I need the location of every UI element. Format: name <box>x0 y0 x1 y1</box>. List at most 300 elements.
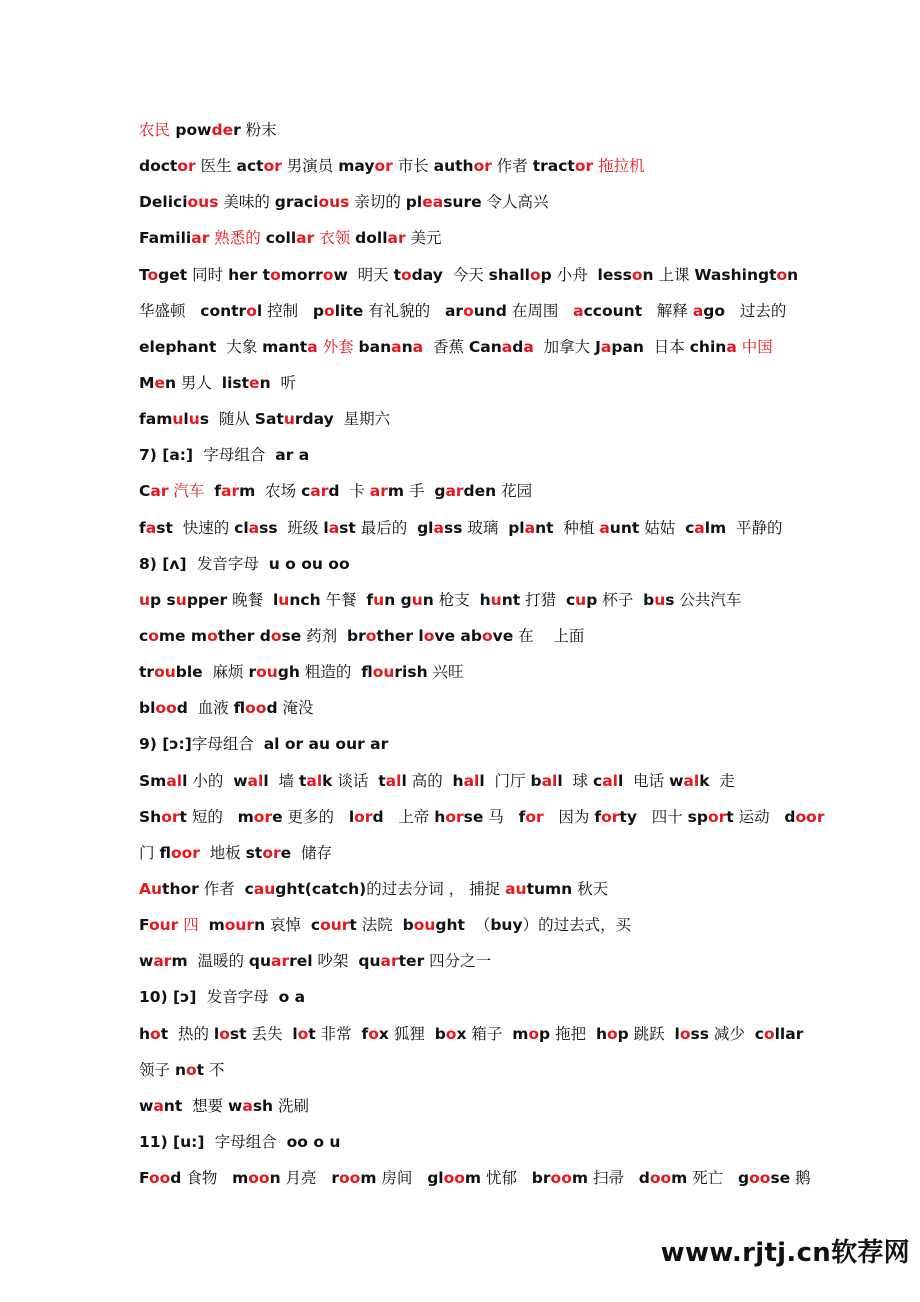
text-segment: t <box>726 807 734 826</box>
text-segment: act <box>236 157 264 176</box>
text-segment: w <box>669 771 684 790</box>
text-segment: f <box>214 482 222 501</box>
text-segment: ar <box>444 301 464 320</box>
text-segment: 10) [ɔ] <box>139 988 202 1007</box>
chinese-gloss: 因为 <box>543 807 595 826</box>
text-line <box>139 582 799 618</box>
chinese-gloss: 鹅 <box>790 1169 811 1188</box>
text-segment: k <box>322 771 333 790</box>
highlighted-text: a <box>412 337 424 356</box>
chinese-gloss: 四十 <box>636 807 688 826</box>
text-segment: her <box>228 265 263 284</box>
text-segment: e <box>272 807 283 826</box>
text-segment: f <box>366 590 374 609</box>
chinese-gloss: 上帝 <box>383 807 435 826</box>
text-segment: n <box>164 373 176 392</box>
text-segment: den <box>463 482 497 501</box>
highlighted-text: a <box>573 301 584 320</box>
highlighted-text: ar <box>271 952 290 971</box>
chinese-gloss: 手 <box>404 482 435 501</box>
text-segment: m <box>208 916 225 935</box>
text-segment: g <box>738 1169 750 1188</box>
chinese-gloss: 非常 <box>315 1024 362 1043</box>
highlighted-text: al <box>306 771 323 790</box>
text-segment: coll <box>265 229 297 248</box>
chinese-gloss: 箱子 <box>466 1024 513 1043</box>
text-segment: p <box>312 301 325 320</box>
text-segment: ss <box>259 518 278 537</box>
highlighted-text: o <box>776 265 788 284</box>
chinese-gloss: 控制 <box>262 301 313 320</box>
highlighted-text: o <box>324 301 335 320</box>
text-segment: g <box>395 590 412 609</box>
highlighted-text: al <box>602 771 618 790</box>
chinese-gloss: 午餐 <box>320 590 367 609</box>
text-segment: b <box>530 771 542 790</box>
text-segment: l <box>617 771 624 790</box>
text-line <box>139 907 799 943</box>
highlighted-text: o <box>401 265 412 284</box>
text-segment: llar <box>774 1024 804 1043</box>
text-segment: se <box>463 807 484 826</box>
text-segment: c <box>685 518 695 537</box>
text-segment: g <box>434 482 446 501</box>
highlighted-text: or <box>262 843 281 862</box>
text-segment: se <box>770 1169 791 1188</box>
text-line <box>139 510 799 546</box>
chinese-gloss: 大象 <box>216 337 263 356</box>
chinese-gloss: 哀悼 <box>265 916 311 935</box>
chinese-gloss: 公共汽车 <box>674 590 742 609</box>
chinese-gloss: 星期六 <box>333 410 391 429</box>
text-line <box>139 546 799 582</box>
text-segment: ar a <box>275 446 310 465</box>
chinese-gloss: 上课 <box>653 265 695 284</box>
chinese-gloss: 死亡 <box>687 1169 739 1188</box>
highlighted-text: al <box>541 771 558 790</box>
text-segment: l <box>263 771 269 790</box>
text-segment: l <box>674 1024 680 1043</box>
highlighted-text: oo <box>749 1169 771 1188</box>
text-segment: doll <box>355 229 388 248</box>
highlighted-text: or <box>707 807 727 826</box>
text-segment: contr <box>200 301 247 320</box>
text-segment: n <box>642 265 654 284</box>
highlighted-text: a <box>433 518 444 537</box>
text-segment: l <box>256 301 263 320</box>
text-line <box>139 293 799 329</box>
text-segment: ther d <box>217 626 271 645</box>
highlighted-text: u <box>139 590 151 609</box>
text-segment: t <box>349 916 357 935</box>
highlighted-text: 四 <box>178 916 209 935</box>
text-segment: tumn <box>526 879 573 898</box>
highlighted-text: ar <box>191 229 210 248</box>
highlighted-text: a <box>242 1096 253 1115</box>
text-segment: m <box>671 1169 688 1188</box>
highlighted-text: de <box>211 121 234 139</box>
text-segment: fl <box>159 843 171 862</box>
highlighted-text: u <box>575 590 587 609</box>
text-segment: d <box>266 699 278 718</box>
text-segment: h <box>595 1024 607 1043</box>
chinese-gloss: 想要 <box>182 1096 229 1115</box>
text-segment: n <box>422 590 434 609</box>
highlighted-text: ous <box>187 193 219 212</box>
highlighted-text: ea <box>422 193 444 212</box>
highlighted-text: o <box>219 1024 230 1043</box>
highlighted-text: or <box>473 157 492 176</box>
text-segment: n <box>787 265 799 284</box>
highlighted-text: o <box>270 626 282 645</box>
text-segment: n <box>259 373 271 392</box>
text-segment: list <box>221 373 250 392</box>
text-segment: c <box>301 482 311 501</box>
text-segment: nch <box>289 590 321 609</box>
text-segment: w <box>228 1096 243 1115</box>
highlighted-text: a <box>726 337 737 356</box>
chinese-gloss: 法院 <box>356 916 403 935</box>
highlighted-text: a <box>692 301 704 320</box>
highlighted-text: oor <box>170 843 200 862</box>
text-segment: b <box>643 590 655 609</box>
highlighted-text: or <box>525 807 544 826</box>
highlighted-text: u <box>411 590 423 609</box>
highlighted-text: our <box>320 916 350 935</box>
text-segment: ght <box>435 916 465 935</box>
text-segment: u o ou oo <box>268 554 350 573</box>
highlighted-text: o <box>246 301 257 320</box>
chinese-gloss: 医生 <box>195 157 237 176</box>
chinese-gloss: 四分之一 <box>424 952 492 971</box>
text-segment: r <box>233 121 241 139</box>
highlighted-text: a <box>248 518 260 537</box>
highlighted-text: 衣领 <box>314 229 356 248</box>
highlighted-text: or <box>374 157 393 176</box>
text-segment: w <box>233 771 248 790</box>
highlighted-text: al <box>166 771 183 790</box>
text-segment: 7) [a:] <box>139 446 199 465</box>
text-segment: ccount <box>583 301 643 320</box>
highlighted-text: o <box>423 626 435 645</box>
chinese-gloss: 玻璃 <box>462 518 509 537</box>
chinese-gloss: 粉末 <box>240 121 277 139</box>
highlighted-text: ar <box>221 482 240 501</box>
text-segment: m <box>571 1169 589 1188</box>
text-line <box>139 184 799 220</box>
text-segment: gl <box>427 1169 444 1188</box>
chinese-gloss: 姑姑 <box>639 518 686 537</box>
chinese-gloss: 亲切的 <box>349 193 406 212</box>
text-segment: ther l <box>376 626 424 645</box>
highlighted-text: or <box>263 157 282 176</box>
chinese-gloss: 种植 <box>553 518 600 537</box>
highlighted-text: ar <box>387 229 406 248</box>
chinese-gloss: 在周围 <box>506 301 574 320</box>
text-segment: d <box>784 807 796 826</box>
text-segment: d <box>170 1169 182 1188</box>
highlighted-text: ar <box>150 482 169 501</box>
text-segment: 11) [u:] <box>139 1132 210 1151</box>
text-segment: und <box>473 301 507 320</box>
chinese-gloss: 作者 <box>491 157 533 176</box>
text-segment: l <box>213 1024 220 1043</box>
chinese-gloss: 吵架 <box>312 952 359 971</box>
text-segment: gl <box>417 518 434 537</box>
text-segment: qu <box>358 952 381 971</box>
text-segment: tract <box>532 157 575 176</box>
highlighted-text: o <box>148 626 159 645</box>
text-segment: Sh <box>139 807 162 826</box>
chinese-gloss: 明天 <box>347 265 394 284</box>
text-segment: p <box>150 590 162 609</box>
chinese-gloss: 领子 <box>139 1060 175 1079</box>
chinese-gloss: 食物 <box>181 1169 233 1188</box>
text-segment: b <box>434 1024 446 1043</box>
text-segment: ve <box>492 626 514 645</box>
text-segment: m <box>387 482 405 501</box>
highlighted-text: ous <box>318 193 350 212</box>
text-segment: l <box>479 771 485 790</box>
text-segment: e <box>280 843 292 862</box>
highlighted-text: u <box>175 590 187 609</box>
highlighted-text: a <box>599 518 610 537</box>
chinese-gloss: 随从 <box>209 410 255 429</box>
text-segment: h <box>139 1024 151 1043</box>
text-segment: l <box>557 771 563 790</box>
text-segment: auth <box>433 157 474 176</box>
chinese-gloss: 令人高兴 <box>481 193 549 212</box>
text-segment: c <box>139 626 149 645</box>
text-segment: thor <box>162 879 199 898</box>
chinese-gloss: 热的 <box>168 1024 214 1043</box>
chinese-gloss: 日本 <box>643 337 690 356</box>
highlighted-text: a <box>501 337 513 356</box>
chinese-gloss: 更多的 <box>282 807 349 826</box>
text-segment: d <box>372 807 384 826</box>
chinese-gloss: 男演员 <box>281 157 339 176</box>
highlighted-text: a <box>523 337 534 356</box>
text-line <box>139 473 799 509</box>
chinese-gloss: 电话 <box>623 771 670 790</box>
text-line <box>139 112 799 148</box>
text-segment: f <box>139 518 146 537</box>
text-segment: m <box>232 1169 249 1188</box>
highlighted-text: ar <box>369 482 388 501</box>
text-line <box>139 220 799 256</box>
text-line <box>139 654 799 690</box>
text-segment: me m <box>158 626 208 645</box>
text-segment: se <box>281 626 302 645</box>
highlighted-text: o <box>322 265 334 284</box>
text-segment: t <box>308 1024 316 1043</box>
text-segment: l <box>401 771 407 790</box>
text-segment: o a <box>278 988 306 1007</box>
highlighted-text: o <box>147 265 159 284</box>
chinese-gloss: 美味的 <box>218 193 275 212</box>
text-segment: d <box>176 699 188 718</box>
text-segment: Washingt <box>694 265 777 284</box>
highlighted-text: ar <box>153 952 172 971</box>
highlighted-text: or <box>354 807 373 826</box>
text-line <box>139 437 799 473</box>
text-segment: n <box>174 1060 186 1079</box>
highlighted-text: oor <box>795 807 825 826</box>
highlighted-text: a <box>145 518 157 537</box>
text-segment: sp <box>687 807 708 826</box>
text-segment: f <box>518 807 526 826</box>
highlighted-text: ar <box>380 952 399 971</box>
text-segment: ve ab <box>434 626 482 645</box>
chinese-gloss: 洗刷 <box>273 1096 310 1115</box>
chinese-gloss: 拖把 <box>550 1024 596 1043</box>
text-line <box>139 148 799 184</box>
chinese-gloss: 市长 <box>392 157 434 176</box>
text-line <box>139 690 799 726</box>
chinese-gloss: 过去的 <box>725 301 787 320</box>
chinese-gloss: 月亮 <box>280 1169 332 1188</box>
text-segment: doct <box>139 157 178 176</box>
chinese-gloss: 谈话 <box>332 771 379 790</box>
text-segment: mant <box>262 337 308 356</box>
text-segment: sure <box>443 193 482 212</box>
highlighted-text: a <box>153 1096 164 1115</box>
text-segment: rday <box>294 410 334 429</box>
chinese-gloss: 华盛顿 <box>139 301 201 320</box>
text-segment: go <box>703 301 726 320</box>
text-segment: 9) [ɔ:] <box>139 735 192 754</box>
text-segment: br <box>347 626 366 645</box>
highlighted-text: o <box>528 1024 540 1043</box>
chinese-gloss: 加拿大 <box>533 337 596 356</box>
text-segment: st <box>339 518 356 537</box>
highlighted-text: o <box>297 1024 309 1043</box>
highlighted-text: ou <box>372 663 395 682</box>
chinese-gloss: 小的 <box>187 771 234 790</box>
text-line <box>139 979 799 1015</box>
chinese-gloss: 储存 <box>291 843 332 862</box>
highlighted-text: a <box>694 518 705 537</box>
chinese-gloss: 血液 <box>187 699 234 718</box>
chinese-gloss: 平静的 <box>726 518 783 537</box>
text-segment: s <box>199 410 210 429</box>
text-segment: t <box>298 771 307 790</box>
text-segment: qu <box>248 952 272 971</box>
chinese-gloss: 解释 <box>642 301 693 320</box>
text-segment: l <box>323 518 329 537</box>
highlighted-text: o <box>270 265 281 284</box>
chinese-gloss: 花园 <box>496 482 533 501</box>
chinese-gloss: 粗造的 <box>299 663 362 682</box>
highlighted-text: 中国 <box>736 337 773 356</box>
text-segment: br <box>531 1169 551 1188</box>
text-segment: t <box>179 807 187 826</box>
chinese-gloss: 丢失 <box>246 1024 293 1043</box>
chinese-gloss: 兴旺 <box>427 663 464 682</box>
highlighted-text: oo <box>443 1169 465 1188</box>
chinese-gloss: 今天 <box>442 265 489 284</box>
highlighted-text: e <box>249 373 260 392</box>
text-segment: s <box>161 590 176 609</box>
highlighted-text: o <box>368 1024 379 1043</box>
chinese-gloss: 发音字母 <box>191 554 269 573</box>
text-segment: m <box>171 952 188 971</box>
text-segment: p <box>586 590 598 609</box>
text-segment: p <box>540 265 552 284</box>
chinese-gloss: 狐狸 <box>388 1024 435 1043</box>
highlighted-text: oo <box>248 1169 270 1188</box>
text-segment: cl <box>234 518 249 537</box>
highlighted-text: ar <box>445 482 464 501</box>
highlighted-text: u <box>373 590 385 609</box>
highlighted-text: ou <box>154 663 176 682</box>
text-line <box>139 1052 799 1088</box>
text-segment: buy <box>490 916 523 935</box>
text-segment: get <box>158 265 188 284</box>
chinese-gloss: 麻烦 <box>202 663 249 682</box>
highlighted-text: o <box>207 626 218 645</box>
text-segment: pow <box>175 121 212 139</box>
site-watermark: www.rjtj.cn软荐网 <box>660 1238 910 1268</box>
text-line <box>139 763 799 799</box>
text-segment: unt <box>609 518 640 537</box>
text-segment: d <box>328 482 340 501</box>
text-segment: Delici <box>139 193 188 212</box>
highlighted-text: o <box>679 1024 691 1043</box>
chinese-gloss: 打猎 <box>520 590 566 609</box>
text-segment: al or au our ar <box>263 735 389 754</box>
chinese-gloss: 门 <box>139 843 160 862</box>
text-segment: ss <box>690 1024 709 1043</box>
text-segment: l <box>292 1024 298 1043</box>
text-segment: Famili <box>139 229 192 248</box>
chinese-gloss: 球 <box>562 771 593 790</box>
text-segment: elephant <box>139 337 217 356</box>
chinese-gloss: 小舟 <box>551 265 598 284</box>
highlighted-text: ar <box>296 229 315 248</box>
text-segment: nt <box>535 518 554 537</box>
text-segment: t <box>262 265 271 284</box>
text-segment: fl <box>361 663 373 682</box>
text-segment: n <box>384 590 396 609</box>
highlighted-text: o <box>150 1024 161 1043</box>
highlighted-text: our <box>148 916 179 935</box>
chinese-gloss: 香蕉 <box>423 337 469 356</box>
text-segment: oo o u <box>286 1132 341 1151</box>
text-segment: k <box>699 771 710 790</box>
highlighted-text: u <box>188 410 200 429</box>
highlighted-text: ar <box>310 482 329 501</box>
text-segment: t <box>160 1024 169 1043</box>
text-segment: c <box>754 1024 764 1043</box>
text-segment: ss <box>443 518 463 537</box>
text-segment: d <box>512 337 524 356</box>
text-segment: m <box>239 482 256 501</box>
text-segment: chin <box>689 337 727 356</box>
text-segment: lm <box>704 518 727 537</box>
text-line <box>139 618 799 654</box>
highlighted-text: u <box>283 410 295 429</box>
chinese-gloss: ）的过去式，买 <box>522 916 632 935</box>
highlighted-text: u <box>654 590 666 609</box>
highlighted-text: oo <box>339 1169 361 1188</box>
text-segment: pl <box>508 518 525 537</box>
text-segment: h <box>452 771 464 790</box>
chinese-gloss: 房间 <box>376 1169 428 1188</box>
chinese-gloss: 墙 <box>268 771 299 790</box>
text-line <box>139 329 799 365</box>
highlighted-text: oo <box>148 1169 171 1188</box>
